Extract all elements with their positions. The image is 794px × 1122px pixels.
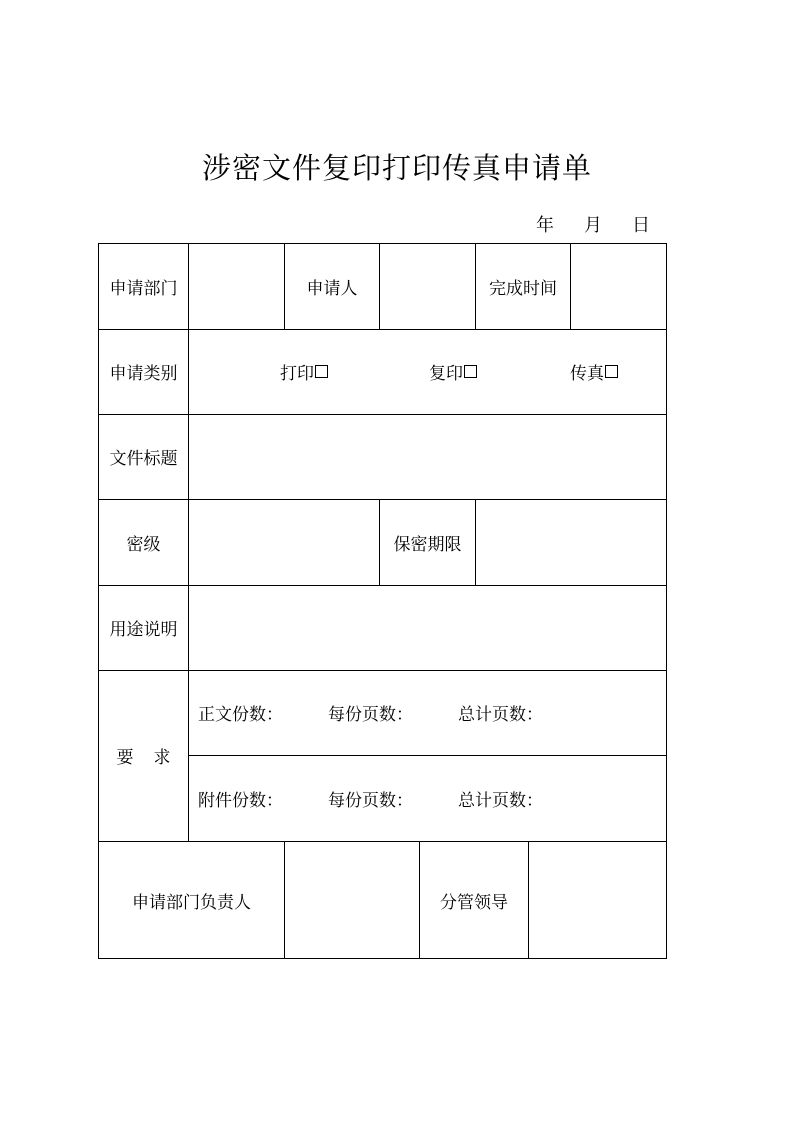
requirements-label [98,670,189,841]
fax-option-label: 传真 [570,364,604,384]
dept-head-signature-field[interactable] [285,841,419,959]
leader-label: 分管领导 [440,892,508,913]
applicant-field[interactable] [380,243,475,329]
dept-head-label: 申请部门负责人 [132,892,251,913]
page-title: 涉密文件复印打印传真申请单 [201,151,592,185]
table-border-right [666,243,667,959]
secret-level-field[interactable] [189,499,379,585]
category-label: 申请类别 [109,364,178,384]
secret-period-field[interactable] [476,499,666,585]
main-copies-label: 正文份数： [198,705,283,725]
attach-pages-per-copy-label: 每份页数： [328,790,413,811]
date-year-label: 年 [536,215,554,236]
date-month-label: 月 [584,215,602,236]
attach-copies-label: 附件份数： [198,790,283,811]
leader-signature-field[interactable] [529,841,666,959]
copy-option-label: 复印 [429,364,463,384]
applicant-label: 申请人 [306,278,358,299]
pages-per-copy-label: 每份页数： [328,705,413,725]
purpose-label: 用途说明 [109,620,178,640]
total-pages-label: 总计页数： [458,705,543,725]
doc-title-label: 文件标题 [109,449,178,469]
purpose-field[interactable] [189,585,666,670]
print-checkbox[interactable] [315,365,328,378]
finish-time-field[interactable] [571,243,666,329]
attach-total-pages-label: 总计页数： [458,790,543,811]
secret-period-label: 保密期限 [393,534,462,555]
copy-option[interactable] [429,329,499,414]
fax-checkbox[interactable] [605,365,618,378]
copy-checkbox[interactable] [464,365,477,378]
dept-field[interactable] [189,243,284,329]
dept-label: 申请部门 [109,278,178,299]
secret-level-label: 密级 [126,534,161,555]
finish-time-label: 完成时间 [489,278,557,299]
application-form-table [98,243,667,959]
date-day-label: 日 [632,215,650,236]
print-option-label: 打印 [280,364,314,384]
fax-option[interactable] [570,329,640,414]
doc-title-field[interactable] [189,414,666,499]
print-option[interactable] [280,329,350,414]
requirements-label-char-1: 要 [116,748,134,768]
requirements-label-char-2: 求 [153,748,171,768]
